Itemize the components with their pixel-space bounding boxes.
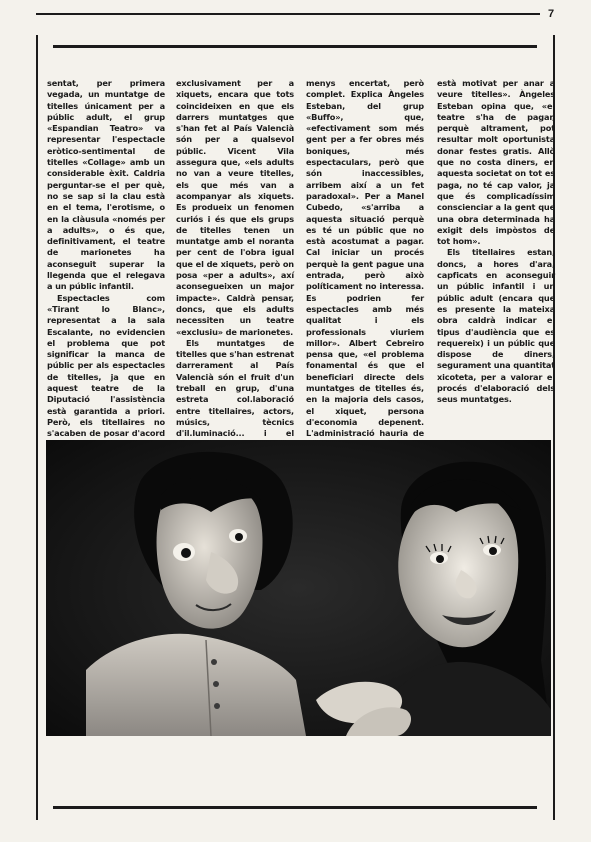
paragraph: Els titellaires estan, doncs, a hores d'ara, capficats en aconseguir un públic infantil i un públic adult (encara que es presente la mateixa obra caldrà indicar el tipus d'audiència que es requereix) i un públic que dispose de diners, segurament una quantitat xicoteta, per a valorar el procés d'elaboració dels seus muntatges.: [437, 247, 555, 405]
paragraph: Espectacles com «Tirant lo Blanc», representat a la sala Escalante, no evidencien el problema que pot significar la manca de públic per als espectacles de titelles, ja que en aquest teatre de la Diputació l'assistència està garantida a priori. Però, els titellaires no s'acaben de posar d'acord: [47, 292, 165, 439]
puppets-photo: [46, 440, 551, 736]
article-column-1: [47, 78, 165, 439]
article-column-3: [306, 78, 424, 439]
paragraph: Els muntatges de titelles que s'han estrenat darrerament al País Valencià són el fruit d'un treball en grup, d'una estreta col.laboració entre titellaires, actors, músics, tècnics d'il.luminació... i el: [176, 337, 294, 439]
paragraph: sentat, per primera vegada, un muntatge de titelles únicament per a públic adult, el grup «Espandian Teatro» va representar l'espectacle eròtico-sentimental de titelles «Collage» amb un considerable èxit. Caldria perguntar-se el per què, no se sap si la clau està en el tema, l'erotisme, o en la clàusula «només per a adults», o és que, definitivament, el teatre de marionetes ha aconseguit superar la llegenda que el relegava a un públic infantil.: [47, 78, 165, 292]
page-number: 7: [548, 8, 555, 20]
article-column-4: [437, 78, 555, 418]
top-rule: [36, 13, 540, 15]
header-bar: [53, 45, 537, 48]
paragraph: menys encertat, però complet. Explica Àngeles Esteban, del grup «Buffo», que, «efectivament som més gent per a fer obres més boniques, més espectaculars, però que són inaccessibles, arribem així a un fet paradoxal». Per a Manel Cubedo, «s'arriba a aquesta situació perquè es té un públic que no està acostumat a pagar. Cal iniciar un procés perquè la gent pague una entrada, però això políticament no interessa. Es podrien fer espectacles amb més qualitat i els professionals viuriem millor». Albert Cebreiro pensa que, «el problema fonamental és que el beneficiari directe dels muntatges de titelles és, en la majoria dels casos, el xiquet, persona d'economia depenent. L'administració hauria de: [306, 78, 424, 439]
paragraph: està motivat per anar a veure titelles». Àngeles Esteban opina que, «el teatre s'ha de pagar, perquè altrament, pot resultar molt oportunista donar festes gratis. Allò que no costa diners, en aquesta societat on tot es paga, no té cap valor, ja que és complicadíssim conscienciar a la gent que una obra determinada ha exigit dels impòstos de tot hom».: [437, 78, 555, 247]
article-column-2: [176, 78, 294, 439]
puppets-illustration: [46, 440, 551, 736]
article-body: [47, 78, 555, 439]
footer-bar: [53, 806, 537, 809]
paragraph: exclusivament per a xiquets, encara que tots coincideixen en que els darrers muntatges que s'han fet al País Valencià són per a qualsevol públic. Vicent Vila assegura que, «els adults no van a veure titelles, els que més van a acompanyar als xiquets. Es produeix un fenomen curiós i és que els grups de titelles tenen un muntatge amb el noranta per cent de l'obra igual que el de xiquets, però on posa «per a adults», axí aconsegueixen un major impacte». Caldrà pensar, doncs, que els adults necessiten un teatre «exclusiu» de marionetes.: [176, 78, 294, 337]
